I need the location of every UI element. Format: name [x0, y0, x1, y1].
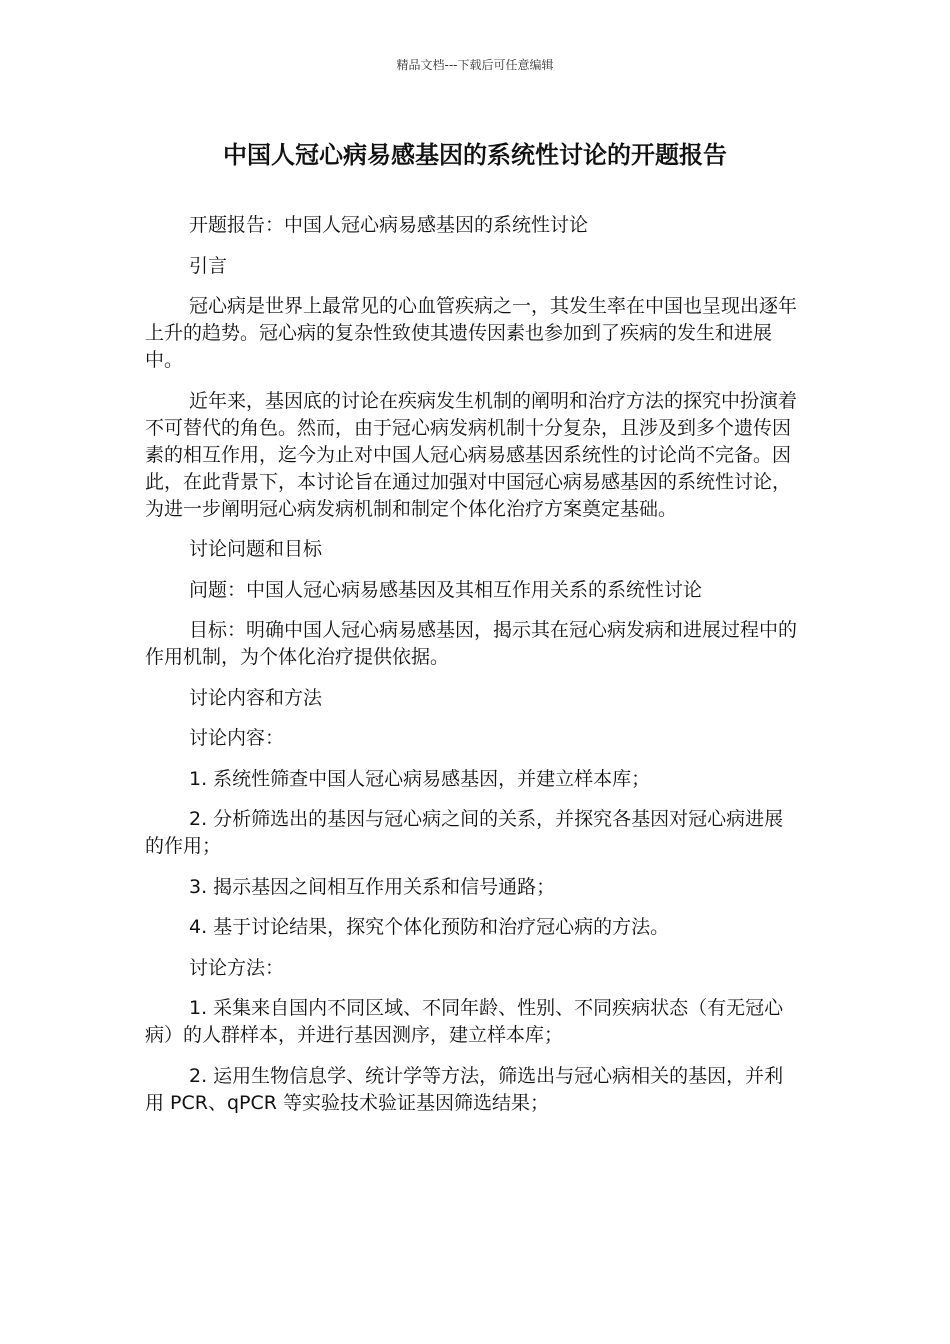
paragraph-goals-heading: 讨论问题和目标 [189, 538, 323, 560]
list-item-content-4: 4. 基于讨论结果，探究个体化预防和治疗冠心病的方法。 [189, 916, 670, 938]
paragraph-content-label: 讨论内容： [189, 727, 285, 749]
list-item-method-1: 1. 采集来自国内不同区域、不同年龄、性别、不同疾病状态（有无冠心病）的人群样本，并进行基因测序，建立样本库； [145, 997, 784, 1046]
list-item-content-2: 2. 分析筛选出的基因与冠心病之间的关系，并探究各基因对冠心病进展的作用； [145, 808, 784, 857]
list-item-content-3: 3. 揭示基因之间相互作用关系和信号通路； [189, 875, 556, 898]
paragraph-intro-heading: 引言 [189, 254, 228, 277]
paragraph-report-heading: 开题报告：中国人冠心病易感基因的系统性讨论 [189, 214, 589, 236]
paragraph-method-label: 讨论方法： [189, 956, 285, 979]
paragraph-question: 问题：中国人冠心病易感基因及其相互作用关系的系统性讨论 [189, 578, 703, 601]
list-item-method-2: 2. 运用生物信息学、统计学等方法，筛选出与冠心病相关的基因，并利用 PCR、qPCR 等实验技术验证基因筛选结果； [145, 1064, 784, 1114]
document-title: 中国人冠心病易感基因的系统性讨论的开题报告 [223, 141, 727, 169]
paragraph-intro-2: 近年来，基因底的讨论在疾病发生机制的阐明和治疗方法的探究中扮演着不可替代的角色。然而，由于冠心病发病机制十分复杂，且涉及到多个遗传因素的相互作用，迄今为止对中国人冠心病易感基因系统性的讨论尚不完备。因此，在此背景下，本讨论旨在通过加强对中国冠心病易感基因的系统性讨论，为进一步阐明冠心病发病机制和制定个体化治疗方案奠定基础。 [145, 389, 798, 520]
list-item-content-1: 1. 系统性筛查中国人冠心病易感基因，并建立样本库； [189, 767, 651, 790]
paragraph-objective: 目标：明确中国人冠心病易感基因，揭示其在冠心病发病和进展过程中的作用机制，为个体化治疗提供依据。 [145, 619, 798, 668]
document-body [145, 212, 800, 1130]
paragraph-methods-heading: 讨论内容和方法 [189, 686, 323, 709]
header-note: 精品文档---下载后可任意编辑 [396, 58, 554, 72]
paragraph-intro-1: 冠心病是世界上最常见的心血管疾病之一，其发生率在中国也呈现出逐年上升的趋势。冠心病的复杂性致使其遗传因素也参加到了疾病的发生和进展中。 [145, 295, 798, 371]
